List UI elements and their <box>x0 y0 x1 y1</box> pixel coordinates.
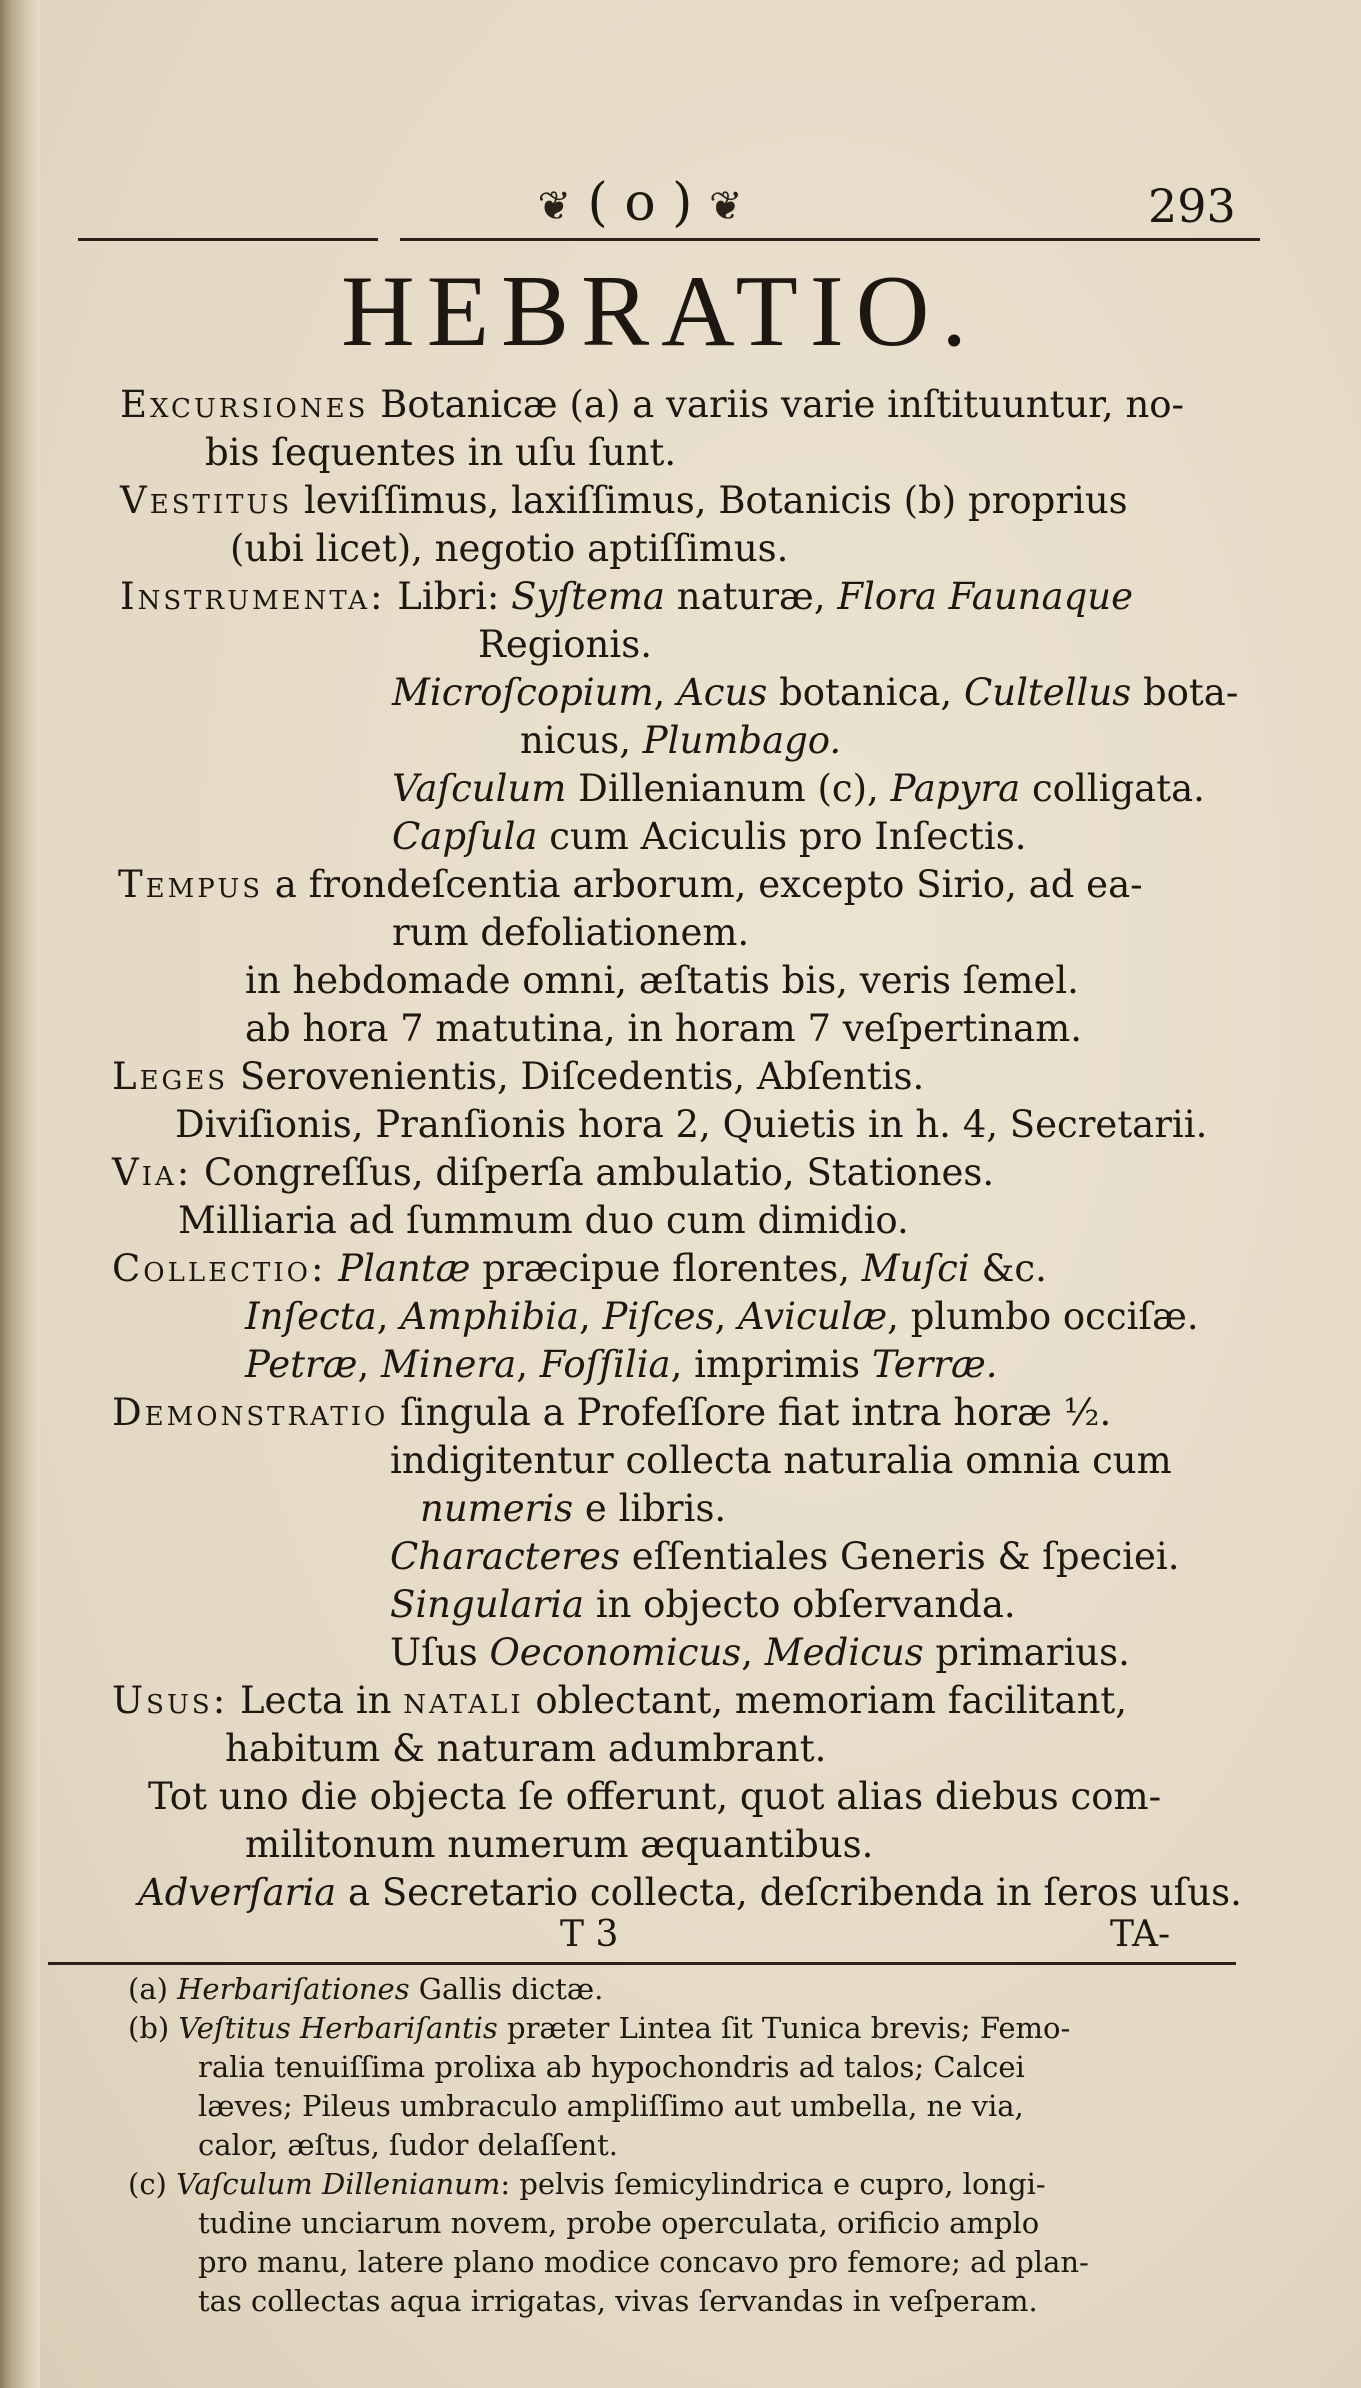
minera-text: Minera <box>381 1343 517 1386</box>
leges-text: Serovenientis, Diſcedentis, Abſentis. <box>228 1055 925 1098</box>
vestitus-line-2: (ubi licet), negotio aptiſſimus. <box>230 527 789 570</box>
libris-text: e libris. <box>573 1487 727 1530</box>
demonstratio-line-2: indigitentur collecta naturalia omnia cum <box>390 1439 1172 1482</box>
essentiales-text: eſſentiales Generis & ſpeciei. <box>620 1535 1180 1578</box>
terrae-text: Terræ. <box>871 1343 998 1386</box>
book-spine-shadow <box>0 0 40 2388</box>
footnote-rule <box>48 1962 1236 1965</box>
botanica-text: botanica, <box>767 671 964 714</box>
demonstratio-line-3 <box>420 1484 726 1534</box>
leges-line-1 <box>112 1052 924 1102</box>
via-label: Via: <box>112 1151 193 1194</box>
plumbo-text: , plumbo occiſæ. <box>887 1295 1199 1338</box>
plantae-text: Plantæ <box>326 1247 471 1290</box>
footnote-b-line-1 <box>128 2009 1070 2048</box>
page-title: HEBRATIO. <box>341 255 979 368</box>
instrumenta-label: Instrumenta: <box>120 575 386 618</box>
demonstratio-line-4 <box>390 1532 1180 1582</box>
systema-text: Syſtema <box>511 575 665 618</box>
imprimis-text: , imprimis <box>670 1343 872 1386</box>
microscopium-text: Microſcopium <box>392 671 654 714</box>
excursiones-line-2: bis ſequentes in uſu ſunt. <box>205 431 677 474</box>
collectio-line-3 <box>245 1340 998 1390</box>
footnote-b-line-3: læves; Pileus umbraculo ampliſſimo aut umbella, ne via, <box>198 2089 1024 2123</box>
usus-line-3: Tot uno die objecta ſe offerunt, quot alias diebus com- <box>148 1775 1162 1818</box>
comma-text: , <box>357 1343 381 1386</box>
praecipue-text: præcipue florentes, <box>470 1247 862 1290</box>
instrumenta-regionis: Regionis. <box>478 623 652 666</box>
insecta-text: Inſecta <box>245 1295 377 1338</box>
fossilia-text: Foſſilia <box>539 1343 671 1386</box>
adversaria-line <box>138 1868 1242 1918</box>
footnote-a-mark: (a) <box>128 1972 178 2006</box>
tempus-line-3: in hebdomade omni, æſtatis bis, veris ſemel. <box>245 959 1079 1002</box>
excursiones-label: Excursiones <box>120 383 369 426</box>
papyra-text: Papyra <box>890 767 1021 810</box>
via-line-1 <box>112 1148 994 1198</box>
musci-text: Muſci <box>861 1247 970 1290</box>
footnote-c-mark: (c) <box>128 2167 177 2201</box>
demonstratio-label: Demonstratio <box>112 1391 389 1434</box>
objecto-text: in objecto obſervanda. <box>584 1583 1016 1626</box>
usus-line-2: habitum & naturam adumbrant. <box>225 1727 827 1770</box>
footnote-b-line-2: ralia tenuiſſima prolixa ab hypochondris ad talos; Calcei <box>198 2050 1025 2084</box>
left-ornament-icon: ❦ <box>537 183 571 230</box>
tempus-label: Tempus <box>118 863 264 906</box>
singularia-text: Singularia <box>390 1583 584 1626</box>
excursiones-text: Botanicæ (a) a variis varie inſtituuntur, no- <box>368 383 1185 426</box>
instrumenta-line-4 <box>520 716 841 766</box>
right-ornament-icon: ❦ <box>709 183 743 230</box>
petrae-text: Petræ <box>245 1343 358 1386</box>
instrumenta-line-5 <box>392 764 1205 814</box>
instrumenta-line-3 <box>392 668 1238 718</box>
etc-text: &c. <box>969 1247 1047 1290</box>
comma-text: , <box>376 1295 401 1338</box>
aciculis-text: cum Aciculis pro Inſectis. <box>537 815 1027 858</box>
footnote-c-line-4: tas collectas aqua irrigatas, vivas ſervandas in veſperam. <box>198 2284 1038 2318</box>
lecta-text: Lecta in <box>228 1679 404 1722</box>
tempus-text: a frondeſcentia arborum, excepto Sirio, ad ea- <box>263 863 1143 906</box>
collectio-line-2 <box>245 1292 1199 1342</box>
signature-mark: T 3 <box>560 1914 619 1955</box>
vestitus-text: leviſſimus, laxiſſimus, Botanicis (b) proprius <box>292 479 1128 522</box>
gallis-text: Gallis dictæ. <box>409 1972 604 2006</box>
comma-text: , <box>578 1295 603 1338</box>
vasculum-text: Vaſculum <box>392 767 567 810</box>
page-number: 293 <box>1148 179 1236 233</box>
ornament-text: ( o ) <box>587 173 693 233</box>
medicus-text: Medicus <box>764 1631 924 1674</box>
naturae-text: naturæ, <box>665 575 838 618</box>
footnote-b-line-4: calor, æſtus, ſudor delaſſent. <box>198 2128 619 2162</box>
leges-label: Leges <box>112 1055 229 1098</box>
collectio-line-1 <box>112 1244 1047 1294</box>
secretario-text: a Secretario collecta, deſcribenda in ſeros uſus. <box>336 1871 1242 1914</box>
collectio-label: Collectio: <box>112 1247 327 1290</box>
praeter-text: præter Lintea ſit Tunica brevis; Femo- <box>497 2011 1071 2045</box>
oblectant-text: oblectant, memoriam facilitant, <box>523 1679 1128 1722</box>
tempus-line-2: rum defoliationem. <box>392 911 750 954</box>
header-rule-right <box>400 238 1260 241</box>
primarius-text: primarius. <box>923 1631 1130 1674</box>
comma-text: , <box>516 1343 540 1386</box>
characteres-text: Characteres <box>390 1535 621 1578</box>
excursiones-line-1 <box>120 380 1184 430</box>
catchword: TA- <box>1110 1914 1171 1955</box>
oeconomicus-text: Oeconomicus <box>489 1631 742 1674</box>
demonstratio-line-5 <box>390 1580 1016 1630</box>
vestitus-line-1 <box>120 476 1128 526</box>
leges-line-2: Diviſionis, Pranſionis hora 2, Quietis in h. 4, Secretarii. <box>175 1103 1208 1146</box>
acus-text: Acus <box>677 671 768 714</box>
comma-text: , <box>714 1295 739 1338</box>
usus-line-1 <box>112 1676 1127 1726</box>
footnote-c-line-2: tudine unciarum novem, probe operculata, orificio amplo <box>198 2206 1040 2240</box>
herbarisationes-text: Herbariſationes <box>177 1972 410 2006</box>
pisces-text: Piſces <box>602 1295 715 1338</box>
plumbago-text: Plumbago. <box>642 719 842 762</box>
pelvis-text: : pelvis ſemicylindrica e cupro, longi- <box>500 2167 1046 2201</box>
footnote-c-line-3: pro manu, latere plano modice concavo pro femore; ad plan- <box>198 2245 1089 2279</box>
via-line-2: Milliaria ad ſummum duo cum dimidio. <box>178 1199 909 1242</box>
flora-text: Flora Faunaque <box>837 575 1133 618</box>
vasculum-dillenianum-text: Vaſculum Dillenianum <box>176 2167 501 2201</box>
footnote-b-mark: (b) <box>128 2011 179 2045</box>
comma-text: , <box>741 1631 765 1674</box>
footnote-c-line-1 <box>128 2165 1046 2204</box>
demonstratio-text: ſingula a Profeſſore fiat intra horæ ½. <box>388 1391 1112 1434</box>
numeris-text: numeris <box>420 1487 574 1530</box>
usus-line-4: militonum numerum æquantibus. <box>245 1823 874 1866</box>
footnote-a <box>128 1970 603 2009</box>
header-rule-left <box>78 238 378 241</box>
botanicus-text: bota- <box>1131 671 1239 714</box>
usus-pre-text: Uſus <box>390 1631 490 1674</box>
instrumenta-line-6 <box>392 812 1027 862</box>
natali-text: natali <box>403 1679 524 1722</box>
demonstratio-line-1 <box>112 1388 1111 1438</box>
nicus-text: nicus, <box>520 719 643 762</box>
comma-text: , <box>653 671 678 714</box>
colligata-text: colligata. <box>1020 767 1205 810</box>
amphibia-text: Amphibia <box>400 1295 579 1338</box>
dillenianum-text: Dillenianum (c), <box>566 767 891 810</box>
header-ornament <box>420 172 860 234</box>
usus-label: Usus: <box>112 1679 229 1722</box>
instrumenta-line-1 <box>120 572 1133 622</box>
aviculae-text: Aviculæ <box>738 1295 888 1338</box>
via-text: Congreſſus, diſperſa ambulatio, Stationes. <box>192 1151 995 1194</box>
adversaria-text: Adverſaria <box>138 1871 337 1914</box>
tempus-line-4: ab hora 7 matutina, in horam 7 veſpertinam. <box>245 1007 1082 1050</box>
capsula-text: Capſula <box>392 815 538 858</box>
vestitus-label: Vestitus <box>120 479 293 522</box>
cultellus-text: Cultellus <box>963 671 1132 714</box>
libri-text: Libri: <box>385 575 512 618</box>
vestitus-herbarisantis-text: Veſtitus Herbariſantis <box>178 2011 498 2045</box>
demonstratio-line-6 <box>390 1628 1130 1678</box>
tempus-line-1 <box>118 860 1143 910</box>
